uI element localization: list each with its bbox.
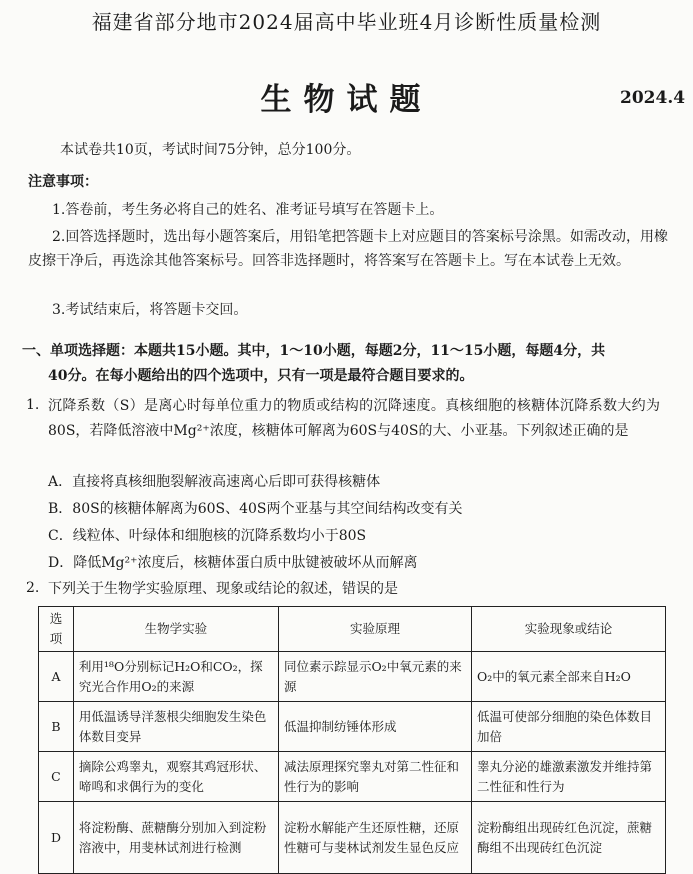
table-cell-principle: 低温抑制纺锤体形成: [278, 702, 471, 752]
table-cell-principle: 同位素示踪显示O₂中氧元素的来源: [278, 652, 471, 702]
exam-date: 2024.4: [620, 88, 686, 108]
question-2-number: 2.: [26, 580, 40, 596]
table-cell-option: D: [39, 802, 74, 874]
table-header-principle: 实验原理: [278, 607, 471, 652]
table-cell-experiment: 摘除公鸡睾丸，观察其鸡冠形状、啼鸣和求偶行为的变化: [73, 752, 278, 802]
table-cell-result: 淀粉酶组出现砖红色沉淀，蔗糖酶组不出现砖红色沉淀: [471, 802, 665, 874]
table-cell-option: C: [39, 752, 74, 802]
table-cell-result: 睾丸分泌的雄激素激发并维持第二性征和性行为: [471, 752, 665, 802]
exam-header: 福建省部分地市2024届高中毕业班4月诊断性质量检测: [91, 10, 602, 34]
table-cell-option: B: [39, 702, 74, 752]
table-cell-experiment: 用低温诱导洋葱根尖细胞发生染色体数目变异: [73, 702, 278, 752]
exam-title: 生物试题: [260, 82, 433, 118]
question-1-stem: 沉降系数（S）是离心时每单位重力的物质或结构的沉降速度。真核细胞的核糖体沉降系数大约为80S，若降低溶液中Mg²⁺浓度，核糖体可解离为60S与40S的大、小亚基。下列叙述正确的是: [48, 398, 660, 439]
table-header-option: 选项: [39, 607, 74, 652]
section-heading-line2: 40分。在每小题给出的四个选项中，只有一项是最符合题目要求的。: [48, 368, 474, 384]
question-1-number: 1.: [26, 397, 40, 413]
table-cell-option: A: [39, 652, 74, 702]
note-item-3: 3.考试结束后，将答题卡交回。: [52, 302, 248, 318]
question-1-option-a: A．直接将真核细胞裂解液高速离心后即可获得核糖体: [48, 474, 381, 490]
question-1-option-c: C．线粒体、叶绿体和细胞核的沉降系数均小于80S: [48, 528, 367, 544]
table-header-experiment: 生物学实验: [73, 607, 278, 652]
table-cell-principle: 淀粉水解能产生还原性糖，还原性糖可与斐林试剂发生显色反应: [278, 802, 471, 874]
table-cell-experiment: 利用¹⁸O分别标记H₂O和CO₂，探究光合作用O₂的来源: [73, 652, 278, 702]
table-cell-principle: 减法原理探究睾丸对第二性征和性行为的影响: [278, 752, 471, 802]
note-item-2: 2.回答选择题时，选出每小题答案后，用铅笔把答题卡上对应题目的答案标号涂黑。如需改动，用橡皮擦干净后，再选涂其他答案标号。回答非选择题时，将答案写在答题卡上。写在本试卷上无效。: [28, 229, 668, 269]
table-header-result: 实验现象或结论: [471, 607, 665, 652]
table-header-row: [39, 607, 666, 652]
question-2-table: [38, 606, 666, 874]
note-item-1: 1.答卷前，考生务必将自己的姓名、准考证号填写在答题卡上。: [52, 202, 444, 218]
question-1-option-d: D．降低Mg²⁺浓度后，核糖体蛋白质中肽键被破坏从而解离: [48, 555, 418, 571]
table-cell-experiment: 将淀粉酶、蔗糖酶分别加入到淀粉溶液中，用斐林试剂进行检测: [73, 802, 278, 874]
table-cell-result: O₂中的氧元素全部来自H₂O: [471, 652, 665, 702]
table-row: [39, 652, 666, 702]
table-row: [39, 702, 666, 752]
question-2-stem: 下列关于生物学实验原理、现象或结论的叙述，错误的是: [48, 581, 398, 597]
question-1-option-b: B．80S的核糖体解离为60S、40S两个亚基与其空间结构改变有关: [48, 501, 463, 517]
table-row: [39, 752, 666, 802]
exam-intro: 本试卷共10页，考试时间75分钟，总分100分。: [60, 142, 361, 158]
table-cell-result: 低温可使部分细胞的染色体数目加倍: [471, 702, 665, 752]
table-row: [39, 802, 666, 874]
section-heading-line1: 一、单项选择题：本题共15小题。其中，1～10小题，每题2分，11～15小题，每题4分，共: [22, 343, 606, 359]
notes-heading: 注意事项：: [28, 174, 98, 190]
